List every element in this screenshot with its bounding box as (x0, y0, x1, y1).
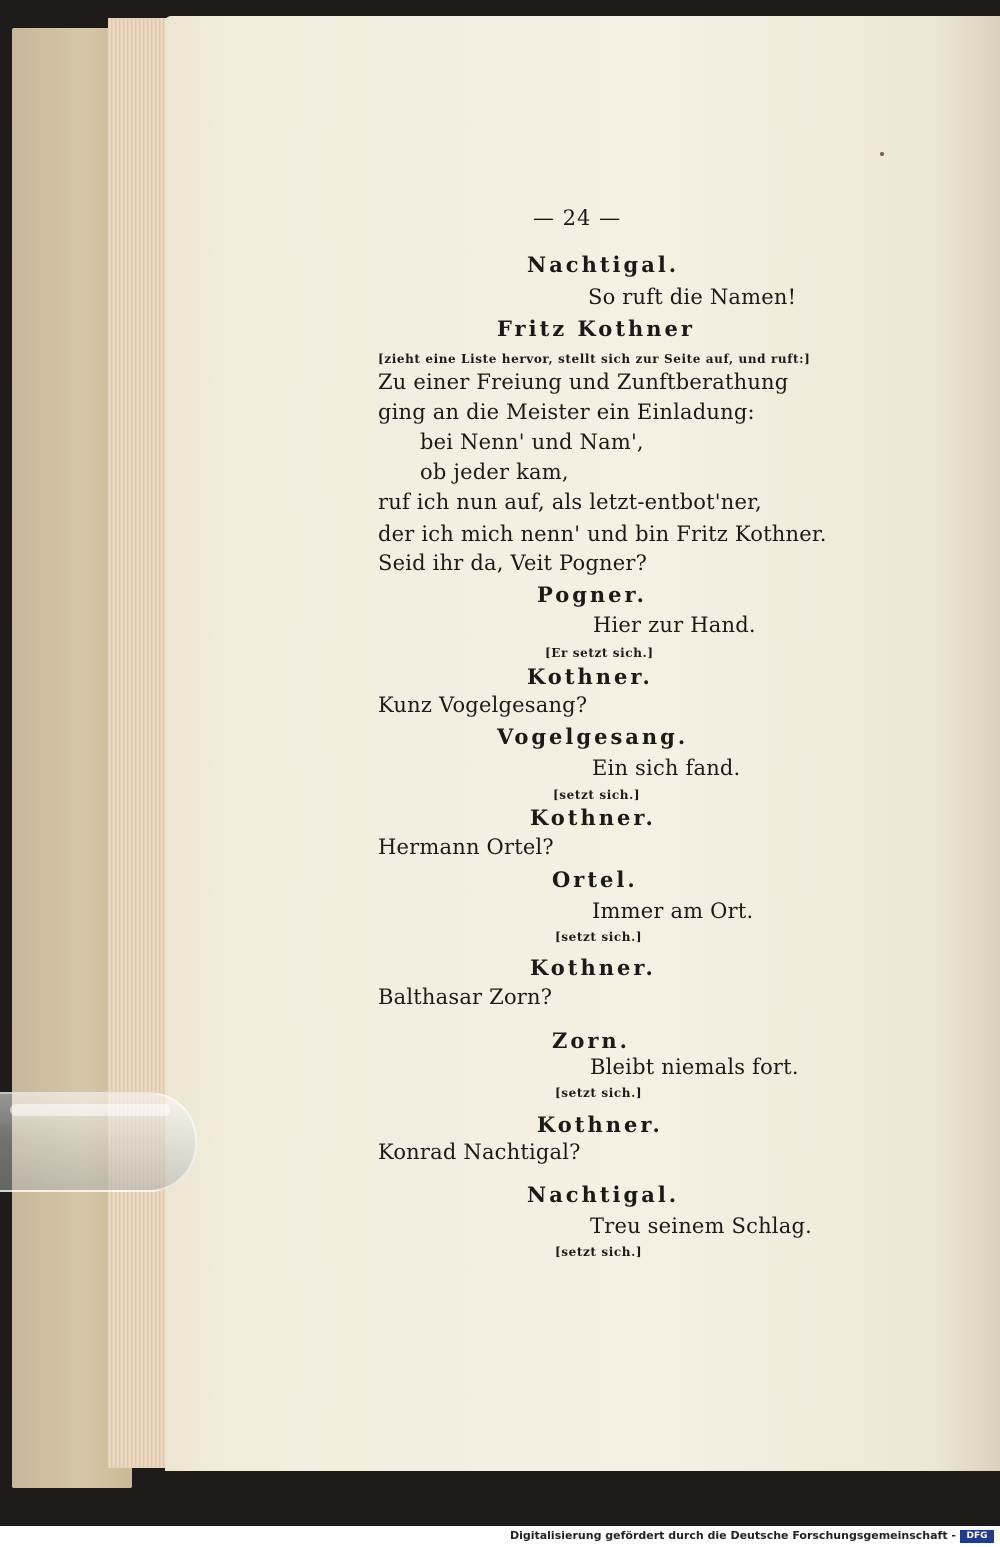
speaker-line: Nachtigal. (527, 252, 680, 277)
verse-line: So ruft die Namen! (588, 285, 797, 309)
page-clip (0, 1092, 197, 1192)
verse-line: Hermann Ortel? (378, 835, 554, 859)
speaker-line: Vogelgesang. (497, 724, 689, 749)
verse-line: Bleibt niemals fort. (590, 1055, 799, 1079)
speaker-line: Zorn. (552, 1028, 630, 1053)
verse-line: ruf ich nun auf, als letzt-entbot'ner, (378, 490, 762, 514)
stage-direction: [setzt sich.] (553, 788, 641, 802)
verse-line: Seid ihr da, Veit Pogner? (378, 551, 648, 575)
speaker-line: Ortel. (552, 867, 638, 892)
speaker-line: Pogner. (537, 582, 647, 607)
speaker-line: Kothner. (537, 1112, 663, 1137)
speaker-line: Nachtigal. (527, 1182, 680, 1207)
funding-credit: Digitalisierung gefördert durch die Deutsche Forschungsgemeinschaft - (509, 1529, 956, 1542)
verse-line: bei Nenn' und Nam', (420, 430, 644, 454)
verse-line: Treu seinem Schlag. (590, 1214, 812, 1238)
verse-line: Kunz Vogelgesang? (378, 693, 588, 717)
verse-line: Ein sich fand. (592, 756, 741, 780)
verse-line: Konrad Nachtigal? (378, 1140, 581, 1164)
stage-direction: [Er setzt sich.] (545, 646, 654, 660)
stage-direction: [zieht eine Liste hervor, stellt sich zur Seite auf, und ruft:] (378, 352, 811, 366)
speaker-line: Kothner. (527, 664, 653, 689)
speaker-line: Kothner. (530, 805, 656, 830)
verse-line: Hier zur Hand. (593, 613, 756, 637)
stage-direction: [setzt sich.] (555, 1245, 643, 1259)
verse-line: der ich mich nenn' und bin Fritz Kothner. (378, 522, 827, 546)
verse-line: Balthasar Zorn? (378, 985, 553, 1009)
verse-line: Immer am Ort. (592, 899, 754, 923)
speaker-line: Fritz Kothner (497, 316, 695, 341)
verse-line: ob jeder kam, (420, 460, 569, 484)
verse-line: Zu einer Freiung und Zunftberathung (378, 370, 789, 394)
credit-footer (0, 1526, 1000, 1547)
stage-direction: [setzt sich.] (555, 930, 643, 944)
dfg-logo: DFG (960, 1530, 994, 1543)
page-number: — 24 — (533, 206, 622, 230)
stage-direction: [setzt sich.] (555, 1086, 643, 1100)
verse-line: ging an die Meister ein Einladung: (378, 400, 755, 424)
speaker-line: Kothner. (530, 955, 656, 980)
